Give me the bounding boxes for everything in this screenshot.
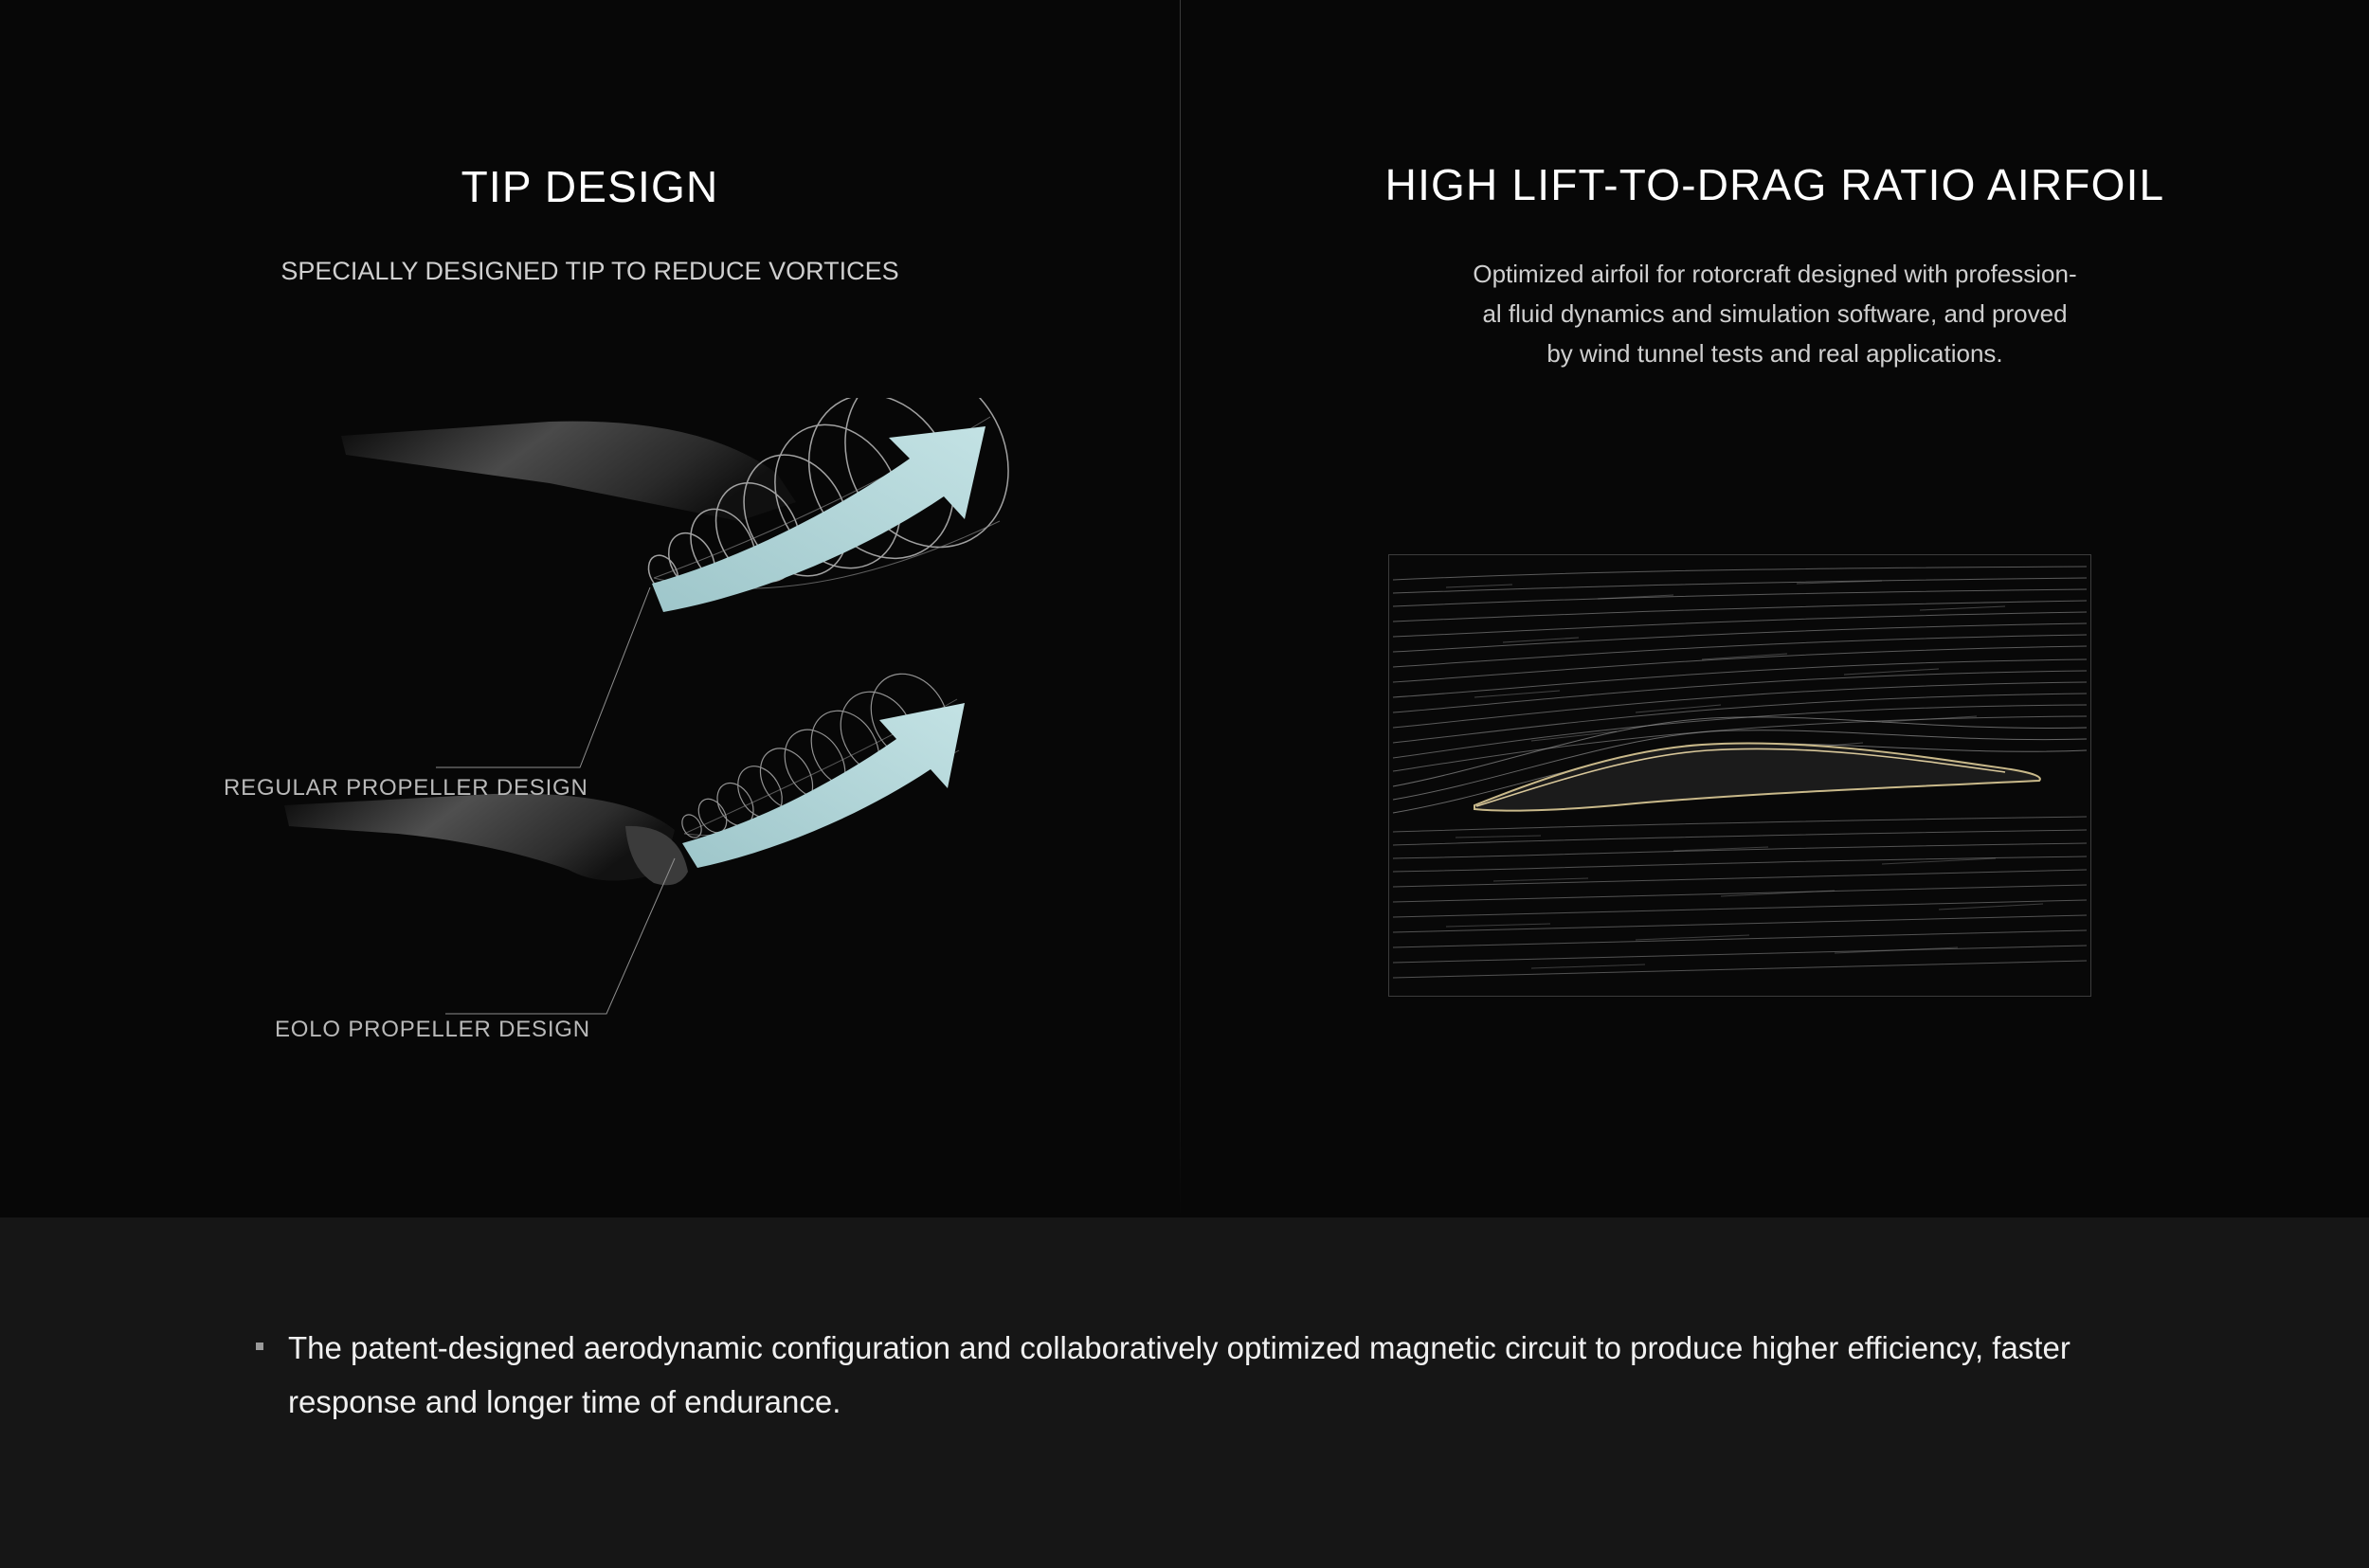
regular-label-leader — [436, 587, 650, 767]
bottom-band — [0, 1217, 2369, 1568]
airfoil-flow-diagram — [1388, 554, 2091, 997]
eolo-label-leader — [445, 858, 675, 1014]
airfoil-title: HIGH LIFT-TO-DRAG RATIO AIRFOIL — [1384, 160, 2165, 209]
bullet-row — [254, 1322, 2140, 1430]
bullet-text: The patent-designed aerodynamic configuration and collaboratively optimized magnetic circuit to produce higher efficiency, faster response and longer time of endurance. — [288, 1330, 2071, 1419]
regular-blade-shape — [341, 422, 796, 521]
airfoil-subtitle — [1181, 254, 2369, 373]
airfoil-subtitle-line-3: by wind tunnel tests and real applications. — [1546, 339, 2003, 369]
airfoil-subtitle-line-1: Optimized airfoil for rotorcraft designed with profession- — [1473, 260, 2077, 288]
label-regular-propeller-design: REGULAR PROPELLER DESIGN — [224, 775, 588, 801]
eolo-blade-shape — [284, 794, 688, 886]
bullet-dot-icon — [254, 1341, 265, 1352]
tip-design-subtitle: SPECIALLY DESIGNED TIP TO REDUCE VORTICES — [280, 257, 899, 285]
eolo-flow-arrow — [682, 703, 965, 868]
airfoil-subtitle-line-2: al fluid dynamics and simulation software, and proved — [1482, 299, 2068, 329]
label-eolo-propeller-design: EOLO PROPELLER DESIGN — [275, 1017, 590, 1042]
tip-design-title: TIP DESIGN — [461, 162, 719, 211]
tip-design-diagram — [0, 398, 1180, 1108]
